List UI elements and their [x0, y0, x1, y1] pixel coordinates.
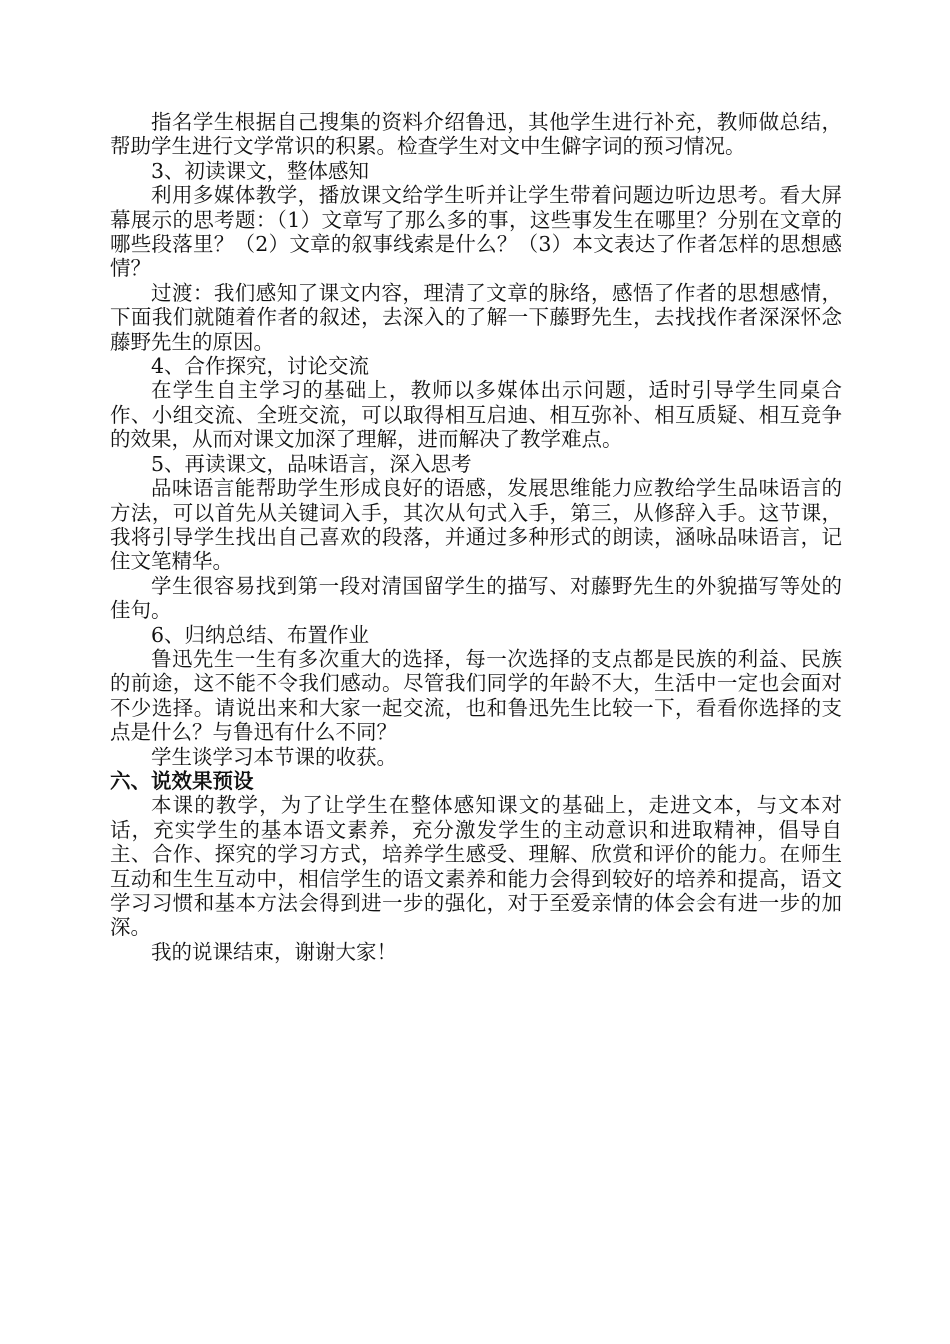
document-page [110, 110, 842, 964]
paragraph-intro-lu-xun: 指名学生根据自己搜集的资料介绍鲁迅，其他学生进行补充，教师做总结，帮助学生进行文学常识的积累。检查学生对文中生僻字词的预习情况。 [110, 110, 842, 159]
step-5-title: 5、再读课文，品味语言，深入思考 [151, 451, 472, 476]
paragraph-effect: 本课的教学，为了让学生在整体感知课文的基础上，走进文本，与文本对话，充实学生的基本语文素养，充分激发学生的主动意识和进取精神，倡导自主、合作、探究的学习方式，培养学生感受、理解、欣赏和评价的能力。在师生互动和生生互动中，相信学生的语文素养和能力会得到较好的培养和提高，语文学习习惯和基本方法会得到进一步的强化，对于至爱亲情的体会会有进一步的加深。 [110, 793, 842, 940]
paragraph-transition: 过渡：我们感知了课文内容，理清了文章的脉络，感悟了作者的思想感情，下面我们就随着作者的叙述，去深入的了解一下藤野先生，去找找作者深深怀念藤野先生的原因。 [110, 280, 842, 354]
section-heading-effect: 六、说效果预设 [110, 768, 254, 793]
paragraph-step-4: 在学生自主学习的基础上，教师以多媒体出示问题，适时引导学生同桌合作、小组交流、全班交流，可以取得相互启迪、相互弥补、相互质疑、相互竞争的效果，从而对课文加深了理解，进而解决了教学难点。 [110, 378, 842, 452]
paragraph-step-5: 品味语言能帮助学生形成良好的语感，发展思维能力应教给学生品味语言的方法，可以首先从关键词入手，其次从句式入手，第三，从修辞入手。这节课，我将引导学生找出自己喜欢的段落，并通过多种形式的朗读，涵咏品味语言，记住文笔精华。 [110, 476, 842, 574]
step-4-title: 4、合作探究，讨论交流 [151, 354, 370, 379]
paragraph-step-3: 利用多媒体教学，播放课文给学生听并让学生带着问题边听边思考。看大屏幕展示的思考题：（1）文章写了那么多的事，这些事发生在哪里？分别在文章的哪些段落里？（2）文章的叙事线索是什么？（3）本文表达了作者怎样的思想感情？ [110, 183, 842, 281]
step-6-title: 6、归纳总结、布置作业 [151, 622, 370, 647]
step-3-title: 3、初读课文，整体感知 [151, 158, 370, 183]
paragraph-closing: 我的说课结束，谢谢大家！ [151, 939, 397, 964]
paragraph-step-6-harvest: 学生谈学习本节课的收获。 [151, 744, 397, 769]
paragraph-step-5-example: 学生很容易找到第一段对清国留学生的描写、对藤野先生的外貌描写等处的佳句。 [110, 573, 842, 623]
paragraph-step-6: 鲁迅先生一生有多次重大的选择，每一次选择的支点都是民族的利益、民族的前途，这不能不令我们感动。尽管我们同学的年龄不大，生活中一定也会面对不少选择。请说出来和大家一起交流，也和鲁迅先生比较一下，看看你选择的支点是什么？与鲁迅有什么不同？ [110, 646, 842, 745]
